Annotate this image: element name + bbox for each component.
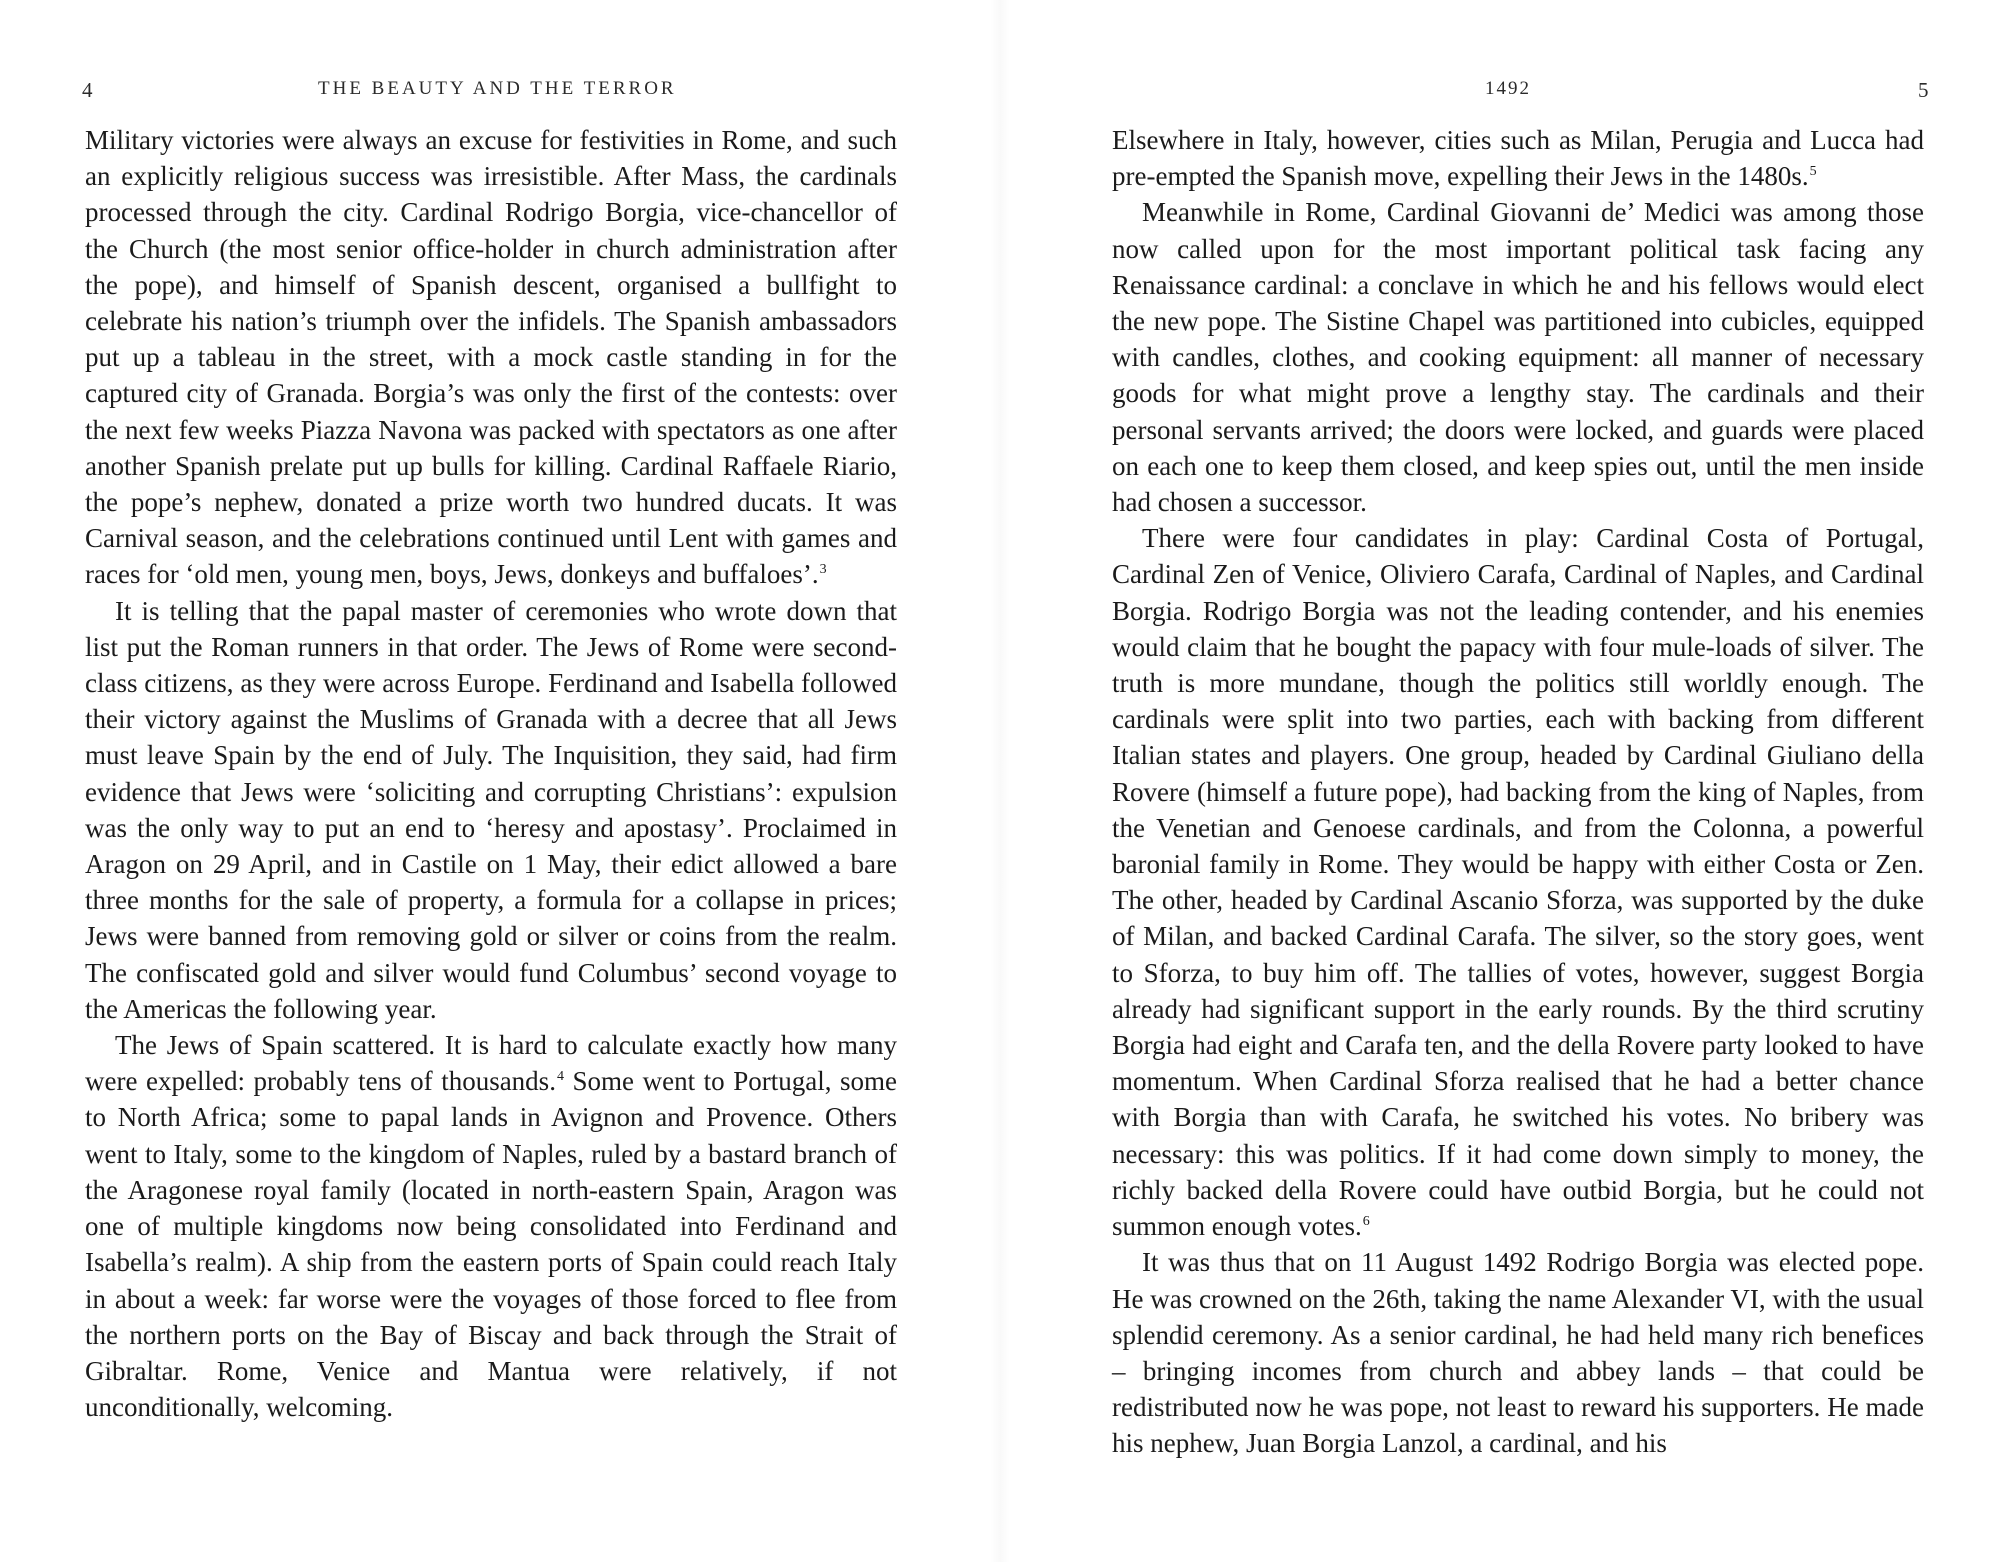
- body-text: [1112, 122, 1924, 1462]
- paragraph: [85, 122, 897, 593]
- paragraph-text: Meanwhile in Rome, Cardinal Giovanni de’ Medici was among those now called upon for the most important political task facing any Renaissance cardinal: a conclave in which he and his fellows would elect the new pope. The Sistine Chapel was partitioned into cubicles, equipped with candles, clothes, and cooking equipment: all manner of necessary goods for what might prove a lengthy stay. The cardinals and their personal servants arrived; the doors were locked, and guards were placed on each one to keep them closed, and keep spies out, until the men inside had chosen a successor.: [1112, 197, 1924, 518]
- footnote-marker: 6: [1362, 1214, 1370, 1230]
- running-head: 1492: [1485, 78, 1531, 99]
- paragraph: [85, 593, 897, 1027]
- page-number: 4: [82, 78, 93, 102]
- footnote-marker: 4: [556, 1069, 564, 1085]
- paragraph-text: There were four candidates in play: Cardinal Costa of Portugal, Cardinal Zen of Venice, Oliviero Carafa, Cardinal of Naples, and Cardinal Borgia. Rodrigo Borgia was not the leading contender, and his enemies would claim that he bought the papacy with four mule-loads of silver. The truth is more mundane, though the politics still worldly enough. The cardinals were split into two parties, each with backing from different Italian states and players. One group, headed by Cardinal Giuliano della Rovere (himself a future pope), had backing from the king of Naples, from the Venetian and Genoese cardinals, and from the Colonna, a powerful baronial family in Rome. They would be happy with either Costa or Zen. The other, headed by Cardinal Ascanio Sforza, was supported by the duke of Milan, and backed Cardinal Carafa. The silver, so the story goes, went to Sforza, to buy him off. The tallies of votes, however, suggest Borgia already had significant support in the early rounds. By the third scrutiny Borgia had eight and Carafa ten, and the della Rovere party looked to have momentum. When Cardinal Sforza realised that he had a better chance with Borgia than with Carafa, he switched his votes. No bribery was necessary: this was politics. If it had come down simply to money, the richly backed della Rovere could have outbid Borgia, but he could not summon enough votes.: [1112, 523, 1924, 1242]
- body-text: [85, 122, 897, 1425]
- paragraph-text: Military victories were always an excuse for festivities in Rome, and such an explicitly religious success was irresistible. After Mass, the cardinals processed through the city. Cardinal Rodrigo Borgia, vice-chancellor of the Church (the most senior office-holder in church administration after the pope), and himself of Spanish descent, organised a bullfight to celebrate his nation’s triumph over the infidels. The Spanish ambassadors put up a tableau in the street, with a mock castle standing in for the captured city of Granada. Borgia’s was only the first of the contests: over the next few weeks Piazza Navona was packed with spectators as one after another Spanish prelate put up bulls for killing. Cardinal Raffaele Riario, the pope’s nephew, donated a prize worth two hundred ducats. It was Carnival season, and the celebrations continued until Lent with games and races for ‘old men, young men, boys, Jews, donkeys and buffaloes’.: [85, 125, 897, 590]
- right-page: [1000, 0, 2000, 1562]
- footnote-marker: 3: [819, 562, 827, 578]
- footnote-marker: 5: [1809, 164, 1817, 180]
- paragraph-text: Elsewhere in Italy, however, cities such as Milan, Perugia and Lucca had pre-empted the Spanish move, expelling their Jews in the 1480s.: [1112, 125, 1924, 192]
- paragraph: [1112, 520, 1924, 1244]
- running-head: THE BEAUTY AND THE TERROR: [318, 78, 677, 99]
- paragraph: [1112, 122, 1924, 194]
- paragraph: [1112, 1244, 1924, 1461]
- paragraph: [1112, 194, 1924, 520]
- page-number: 5: [1918, 78, 1929, 102]
- paragraph: [85, 1027, 897, 1425]
- paragraph-text: It was thus that on 11 August 1492 Rodrigo Borgia was elected pope. He was crowned on the 26th, taking the name Alexander VI, with the usual splendid ceremony. As a senior cardinal, he had held many rich benefices – bringing incomes from church and abbey lands – that could be redistributed now he was pope, not least to reward his supporters. He made his nephew, Juan Borgia Lanzol, a cardinal, and his: [1112, 1247, 1924, 1459]
- paragraph-text: It is telling that the papal master of ceremonies who wrote down that list put the Roman runners in that order. The Jews of Rome were second-class citizens, as they were across Europe. Ferdinand and Isabella followed their victory against the Muslims of Granada with a decree that all Jews must leave Spain by the end of July. The Inquisition, they said, had firm evidence that Jews were ‘soliciting and corrupting Christians’: expulsion was the only way to put an end to ‘heresy and apostasy’. Proclaimed in Aragon on 29 April, and in Castile on 1 May, their edict allowed a bare three months for the sale of property, a formula for a collapse in prices; Jews were banned from removing gold or silver or coins from the realm. The confiscated gold and silver would fund Columbus’ second voyage to the Americas the following year.: [85, 595, 897, 1024]
- paragraph-text: The Jews of Spain scattered. It is hard to calculate exactly how many were expelled: probably tens of thousands.: [85, 1030, 897, 1097]
- paragraph-text: Some went to Portugal, some to North Africa; some to papal lands in Avignon and Provence. Others went to Italy, some to the kingdom of Naples, ruled by a bastard branch of the Aragonese royal family (located in north-eastern Spain, Aragon was one of multiple kingdoms now being consolidated into Ferdinand and Isabella’s realm). A ship from the eastern ports of Spain could reach Italy in about a week: far worse were the voyages of those forced to flee from the northern ports on the Bay of Biscay and back through the Strait of Gibraltar. Rome, Venice and Mantua were relatively, if not unconditionally, welcoming.: [85, 1066, 897, 1423]
